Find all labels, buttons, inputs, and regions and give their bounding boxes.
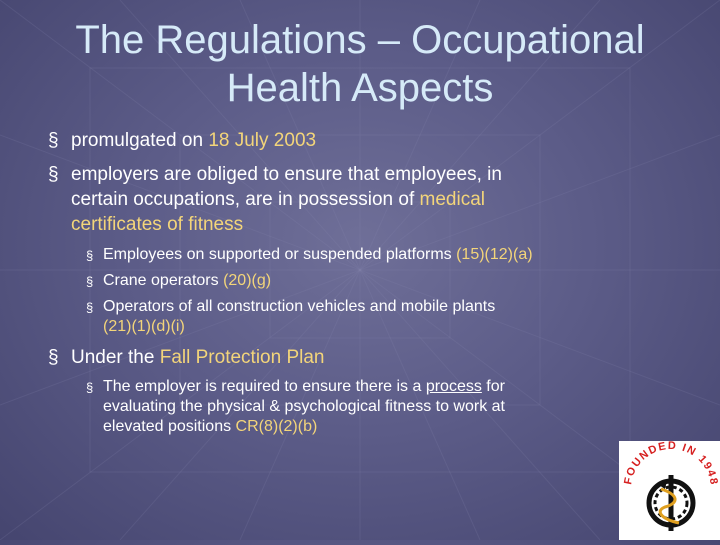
subbullet-marker: § xyxy=(86,300,94,315)
regulation-ref: (20)(g) xyxy=(223,272,272,289)
title-line-1: The Regulations – Occupational xyxy=(75,18,645,62)
logo-arc-text: FOUNDED IN 1948 xyxy=(622,441,720,487)
subbullet-employer-process xyxy=(86,377,505,437)
founded-logo xyxy=(619,441,720,540)
bullet-employers-obliged xyxy=(48,162,502,237)
subbullet-text: Crane operators xyxy=(103,272,224,289)
subbullet-text: Operators of all construction vehicles and mobile plants xyxy=(103,298,496,315)
bullet-promulgated xyxy=(48,128,316,153)
subbullet-crane xyxy=(86,271,271,291)
bullet-text-line-2: certain occupations, are in possession of xyxy=(71,189,420,210)
bullet-marker: § xyxy=(48,347,59,368)
subbullet-construction-vehicles xyxy=(86,297,495,337)
subbullet-text-line-3: elevated positions xyxy=(103,418,236,435)
subbullet-text-line-1b: for xyxy=(481,378,505,395)
bullet-text-line-1: employers are obliged to ensure that employees, in xyxy=(71,164,502,185)
bullet-text: promulgated on xyxy=(71,130,209,151)
regulation-ref: (21)(1)(d)(i) xyxy=(103,318,185,335)
regulation-ref: CR(8)(2)(b) xyxy=(235,418,318,435)
bullet-marker: § xyxy=(48,164,59,185)
subbullet-text-line-2: evaluating the physical & psychological fitness to work at xyxy=(103,398,505,415)
medical-highlight: medical xyxy=(419,189,486,210)
certificates-highlight: certificates of fitness xyxy=(71,214,244,235)
process-underlined: process xyxy=(425,378,482,395)
bullet-text: Under the xyxy=(71,347,160,368)
subbullet-text-line-1a: The employer is required to ensure there is a xyxy=(103,378,426,395)
date-highlight: 18 July 2003 xyxy=(208,130,317,151)
subbullet-platforms xyxy=(86,245,533,265)
subbullet-marker: § xyxy=(86,248,94,263)
bullet-marker: § xyxy=(48,130,59,151)
subbullet-text: Employees on supported or suspended platforms xyxy=(103,246,457,263)
subbullet-marker: § xyxy=(86,380,94,395)
bullet-fall-protection xyxy=(48,345,324,370)
regulation-ref: (15)(12)(a) xyxy=(456,246,533,263)
fall-protection-highlight: Fall Protection Plan xyxy=(159,347,325,368)
founded-badge-icon xyxy=(619,441,720,540)
subbullet-marker: § xyxy=(86,274,94,289)
title-line-2: Health Aspects xyxy=(226,66,494,110)
